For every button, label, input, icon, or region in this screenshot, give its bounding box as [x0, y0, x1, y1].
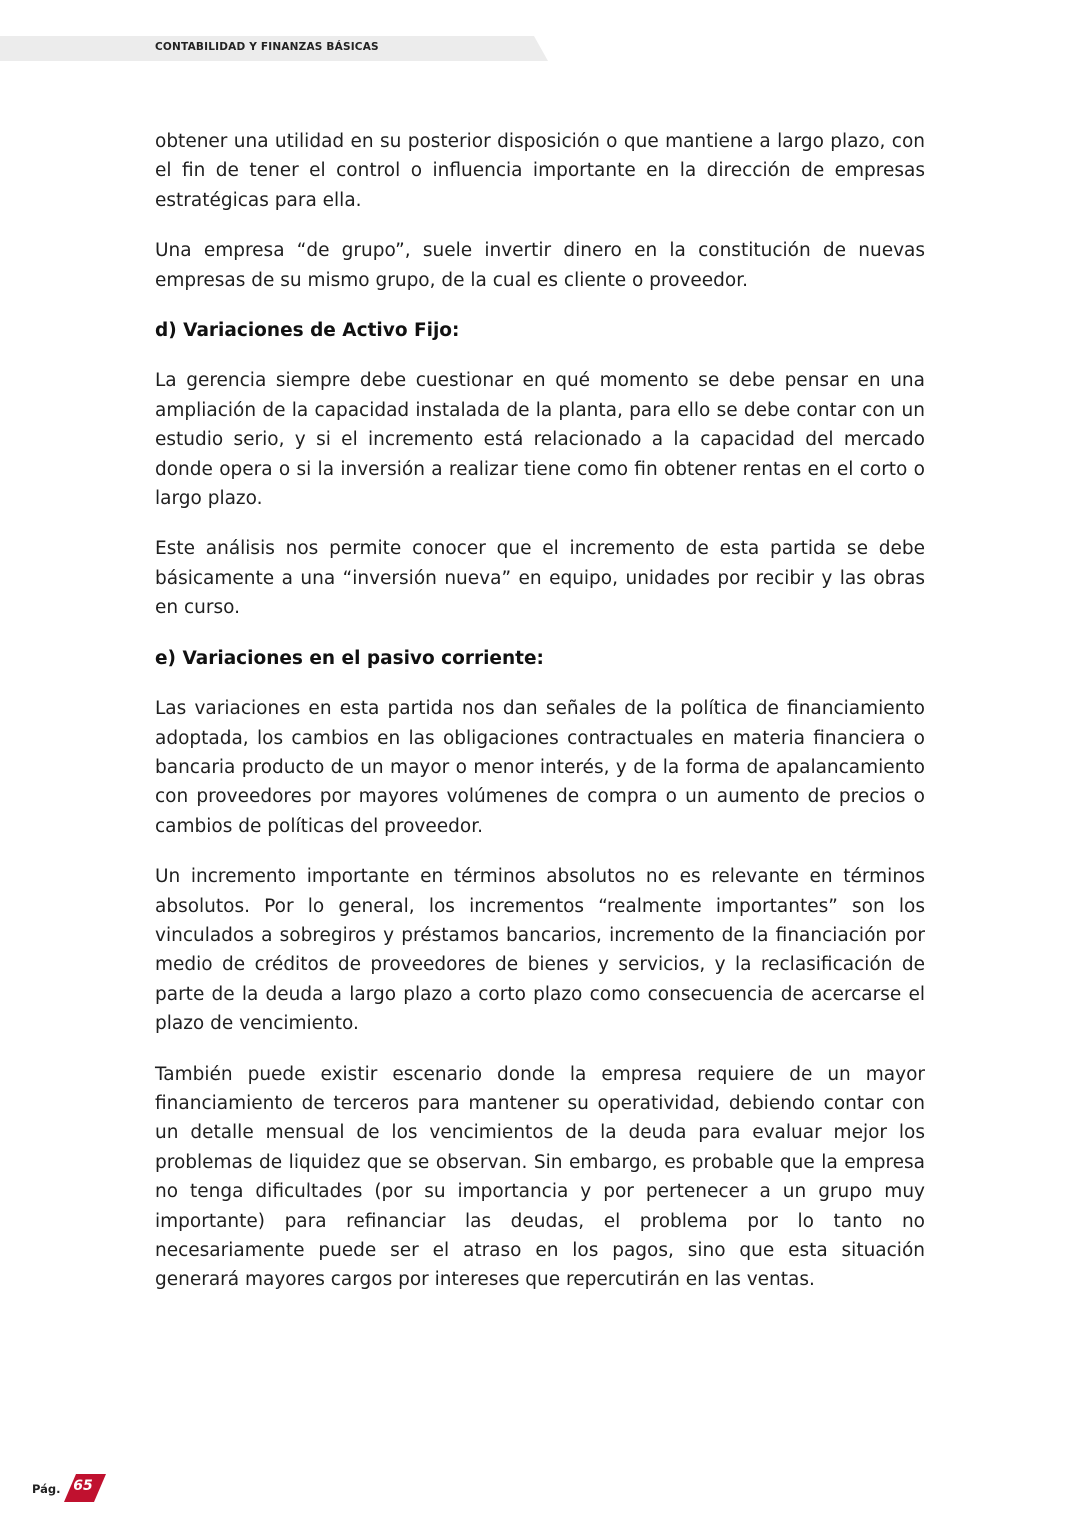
paragraph-new-investment: Este análisis nos permite conocer que el incremento de esta partida se debe básicamente a una “inversión nueva” en equipo, unidades por recibir y las obras en curso.: [155, 538, 925, 619]
section-heading-fixed-assets: d) Variaciones de Activo Fijo:: [155, 320, 460, 342]
paragraph-third-party-financing: También puede existir escenario donde la empresa requiere de un mayor financiamiento de terceros para mantener su operatividad, debiendo contar con un detalle mensual de los vencimientos de la deuda para evaluar mejor los problemas de liquidez que se observan. Sin embargo, es probable que la empresa no tenga dificultades (por su importancia y por pertenecer a un grupo muy importante) para refinanciar las deudas, el problema por lo tanto no necesariamente puede ser el atraso en los pagos, sino que esta situación generará mayores cargos por intereses que repercutirán en las ventas.: [155, 1063, 925, 1291]
section-heading-current-liabilities: e) Variaciones en el pasivo corriente:: [155, 647, 544, 669]
paragraph-important-increments: Un incremento importante en términos absolutos no es relevante en términos absolutos. Por lo general, los incrementos “realmente importantes” son los vinculados a sobregiros y préstamos bancarios, incremento de la financiación por medio de créditos de proveedores de bienes y servicios, y la reclasificación de parte de la deuda a largo plazo a corto plazo como consecuencia de acercarse el plazo de vencimiento.: [155, 866, 925, 1035]
paragraph-intro-continuation: obtener una utilidad en su posterior disposición o que mantiene a largo plazo, con el fin de tener el control o influencia importante en la dirección de empresas estratégicas para ella.: [155, 131, 925, 211]
running-header-title: CONTABILIDAD Y FINANZAS BÁSICAS: [155, 41, 379, 53]
document-body: [155, 127, 925, 1316]
paragraph-financing-policy: Las variaciones en esta partida nos dan señales de la política de financiamiento adoptada, los cambios en las obligaciones contractuales en materia financiera o bancaria producto de un mayor o menor interés, y de la forma de apalancamiento con proveedores por mayores volúmenes de compra o un aumento de precios o cambios de políticas del proveedor.: [155, 698, 925, 837]
paragraph-capacity-expansion: La gerencia siempre debe cuestionar en qué momento se debe pensar en una ampliación de la capacidad instalada de la planta, para ello se debe contar con un estudio serio, y si el incremento está relacionado a la capacidad del mercado donde opera o si la inversión a realizar tiene como fin obtener rentas en el corto o largo plazo.: [155, 370, 925, 510]
page-number: 65: [73, 1478, 93, 1494]
paragraph-group-company: Una empresa “de grupo”, suele invertir dinero en la constitución de nuevas empresas de su mismo grupo, de la cual es cliente o proveedor.: [155, 240, 925, 291]
page-label: Pág.: [32, 1482, 61, 1496]
